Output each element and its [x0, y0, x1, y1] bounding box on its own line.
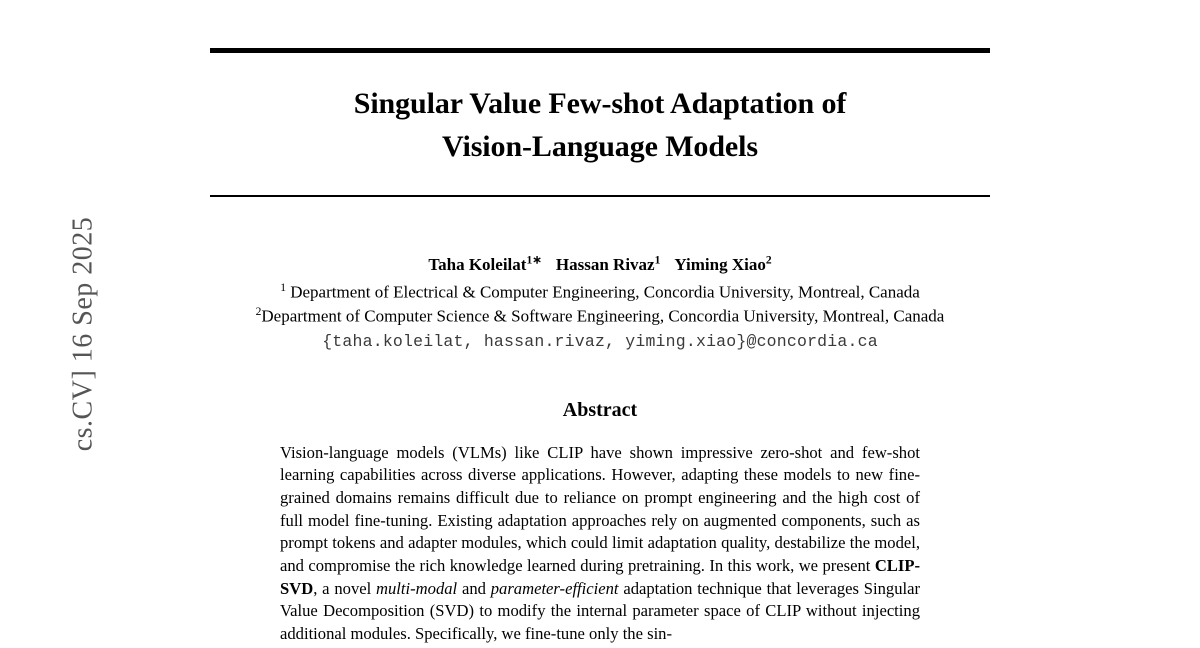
abstract-italic-multimodal: multi-modal — [376, 578, 458, 598]
contact-emails: {taha.koleilat, hassan.rivaz, yiming.xiao}@concordia.ca — [322, 331, 878, 351]
title-line-1: Singular Value Few-shot Adaptation of — [353, 87, 847, 120]
abstract-part-4: adaptation technique that leverages Singular Value Decomposition (SVD) to modify the internal parameter space of CLIP without injecting additional modules. Specifically, we fine-tune only the sin- — [280, 578, 920, 643]
author-name: Yiming Xiao — [674, 254, 766, 274]
arxiv-vertical-stamp: cs.CV] 16 Sep 2025 — [67, 216, 99, 452]
abstract-bold-clip-svd: CLIP-SVD — [280, 555, 920, 598]
abstract-part-1: Vision-language models (VLMs) like CLIP have shown impressive zero-shot and few-shot learning capabilities across diverse applications. However, adapting these models to new fine-grained domains remains difficult due to reliance on prompt engineering and the high cost of full model fine-tuning. Existing adaptation approaches rely on augmented components, such as prompt tokens and adapter modules, which could limit adaptation quality, destabilize the model, and compromise the rich knowledge learned during pretraining. In this work, we present — [280, 442, 920, 575]
affiliation-item — [210, 304, 990, 328]
author-list — [210, 252, 990, 275]
affiliation-mark: 2 — [255, 304, 262, 318]
title-bottom-rule — [210, 195, 990, 197]
author-name: Taha Koleilat — [428, 254, 527, 274]
title-line-2: Vision-Language Models — [442, 129, 758, 163]
author-mark: 1∗ — [526, 253, 542, 267]
abstract-part-2: , a novel — [313, 578, 377, 598]
affiliation-list — [210, 280, 990, 328]
abstract-text — [280, 442, 920, 646]
author-entry — [674, 255, 771, 274]
page-title — [210, 83, 990, 168]
author-mark: 1 — [654, 253, 661, 267]
author-name: Hassan Rivaz — [555, 254, 655, 274]
title-top-rule — [210, 48, 990, 53]
affiliation-mark: 1 — [280, 280, 286, 294]
abstract-part-3: and — [457, 578, 491, 598]
author-mark: 2 — [765, 253, 772, 267]
abstract-heading: Abstract — [562, 398, 638, 421]
affiliation-text: Department of Computer Science & Software Engineering, Concordia University, Montreal, Canada — [261, 306, 945, 326]
abstract-italic-parameter-efficient: parameter-efficient — [490, 578, 619, 598]
affiliation-item — [210, 280, 990, 304]
author-entry — [556, 255, 661, 274]
paper-page — [210, 0, 990, 648]
affiliation-text: Department of Electrical & Computer Engineering, Concordia University, Montreal, Canada — [285, 282, 920, 302]
author-entry — [428, 255, 542, 274]
